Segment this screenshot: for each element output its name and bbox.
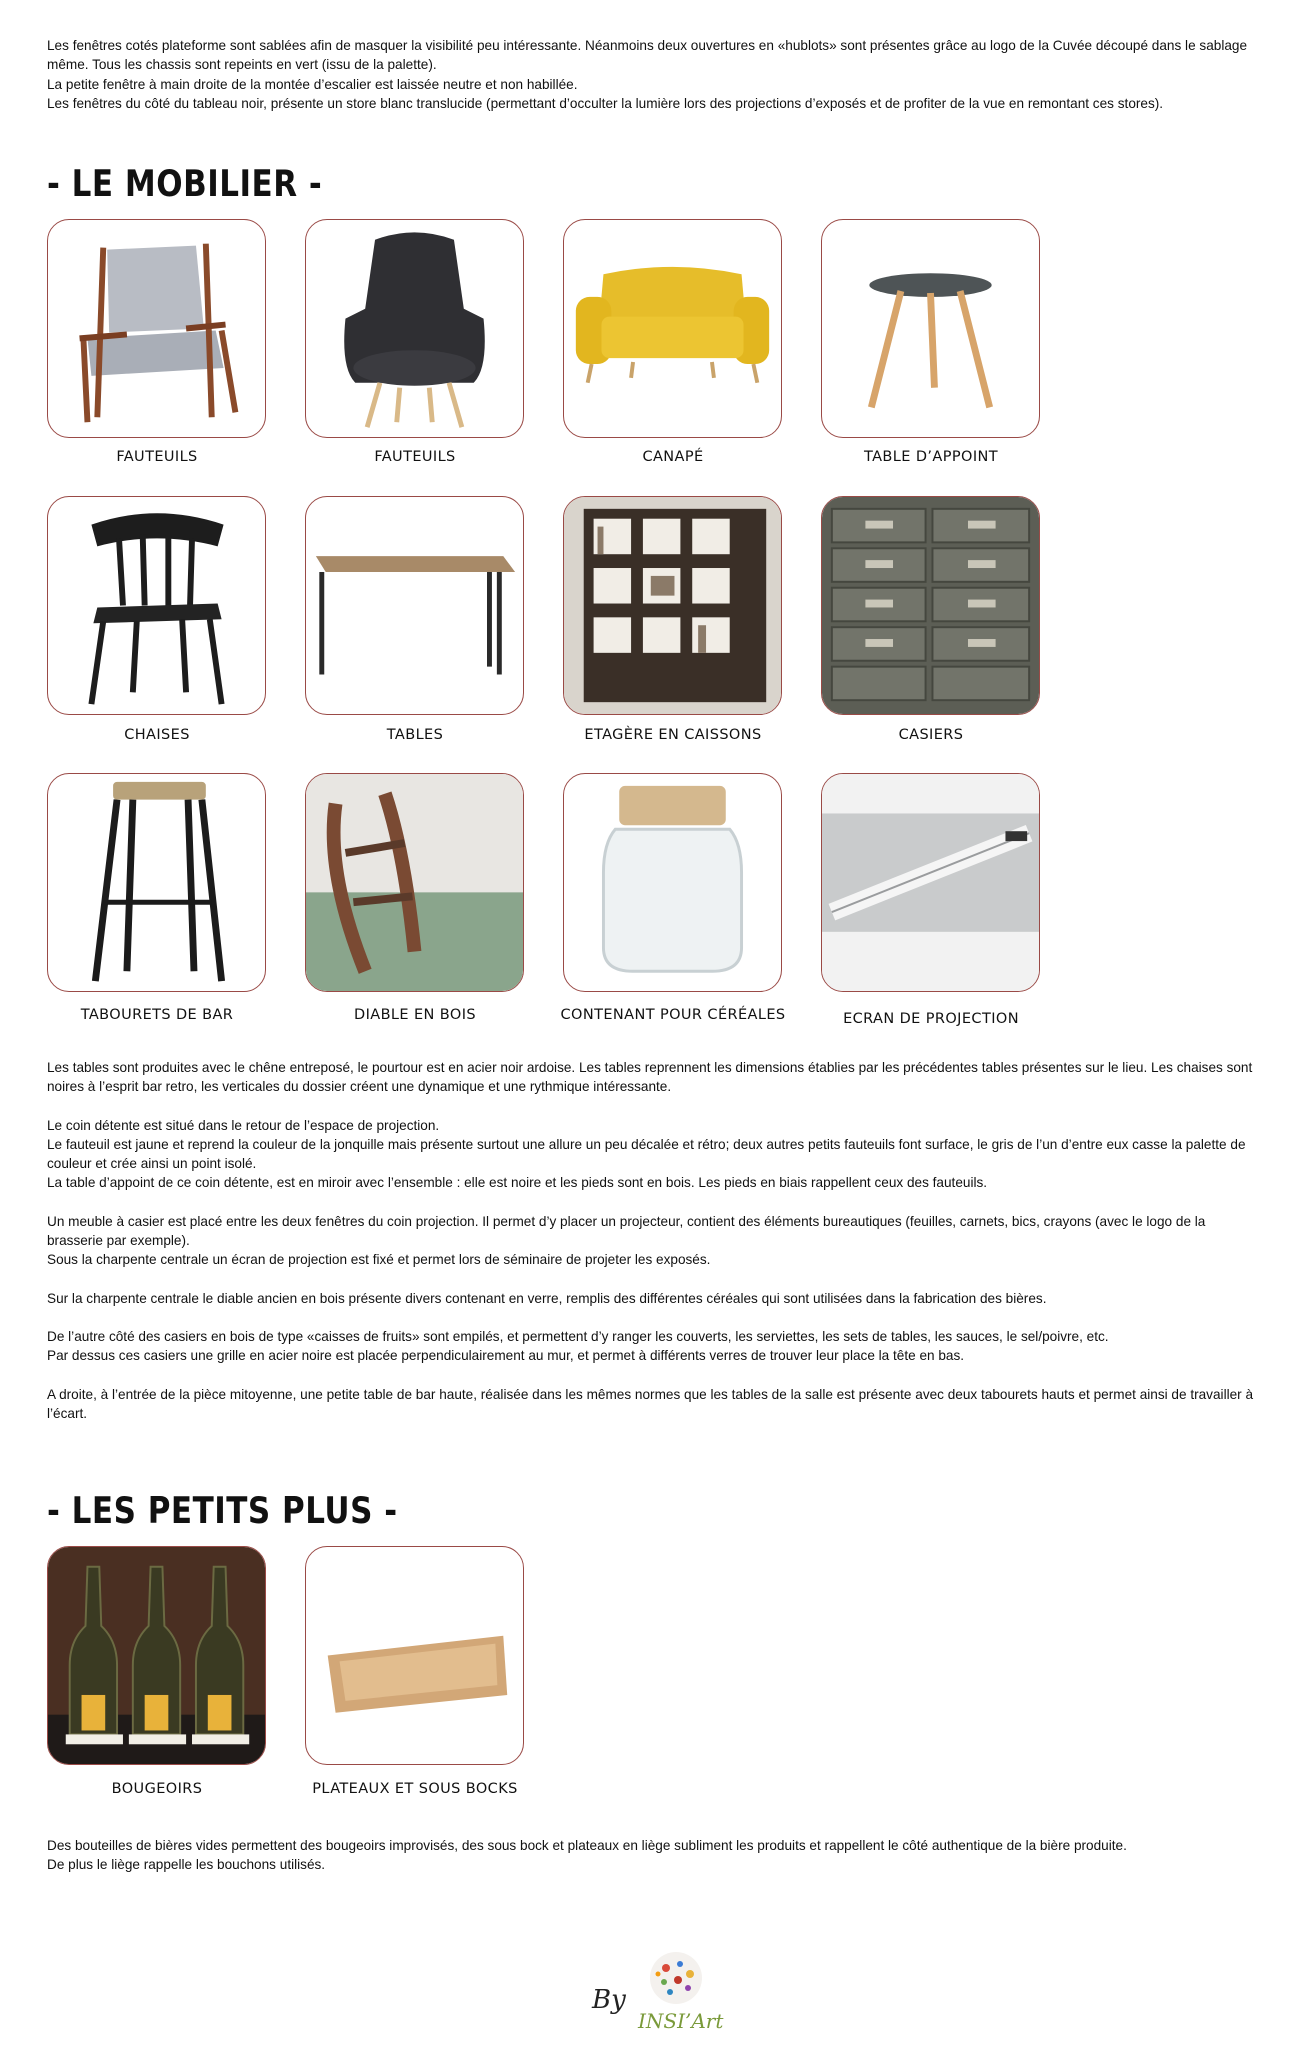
- footer-by: By: [592, 1985, 626, 2015]
- description-line: Par dessus ces casiers une grille en acier noire est placée perpendiculairement au mur, et permet à différents verres de trouver leur place la tête en bas.: [47, 1348, 965, 1364]
- caption-table-appoint: TABLE D’APPOINT: [863, 449, 999, 465]
- cork-tray-icon: [306, 1547, 523, 1764]
- side-table-icon: [822, 220, 1039, 437]
- description-line: Sous la charpente centrale un écran de projection est fixé et permet lors de séminaire de projeter les exposés.: [47, 1252, 711, 1268]
- armchair-grey-icon: [48, 220, 265, 437]
- description-line: Le coin détente est situé dans le retour de l’espace de projection.: [47, 1117, 440, 1133]
- description-line: Le fauteuil est jaune et reprend la couleur de la jonquille mais présente surtout une allure un peu décalée et rétro; deux autres petits fauteuils font surface, le gris de l’un d’entre eux casse la palette de couleur et crée ainsi un point isolé.: [47, 1136, 1246, 1172]
- card-cork-tray: [305, 1546, 524, 1765]
- description-line: A droite, à l’entrée de la pièce mitoyenne, une petite table de bar haute, réalisée dans les mêmes normes que les tables de la salle est présente avec deux tabourets hauts et permet ainsi de travailler à l’écart.: [47, 1386, 1254, 1421]
- description-line: La table d’appoint de ce coin détente, est en miroir avec l’ensemble : elle est noire et les pieds sont en bois. Les pieds en biais rappellent ceux des fauteuils.: [47, 1175, 988, 1191]
- description-text: [47, 1058, 1262, 1423]
- petits-plus-heading: - LES PETITS PLUS -: [47, 1490, 398, 1533]
- card-wingback-chair: [305, 219, 524, 438]
- caption-bougeoirs: BOUGEOIRS: [111, 1781, 203, 1797]
- intro-line: La petite fenêtre à main droite de la montée d’escalier est laissée neutre et non habillée.: [47, 76, 578, 92]
- card-black-chair: [47, 496, 266, 715]
- card-armchair-grey: [47, 219, 266, 438]
- card-locker-cabinet: [821, 496, 1040, 715]
- footer-logo-text: INSI’Art: [638, 2009, 724, 2033]
- card-crate-shelf: [563, 496, 782, 715]
- caption-tables: TABLES: [386, 727, 444, 743]
- mobilier-heading: - LE MOBILIER -: [47, 163, 323, 206]
- caption-fauteuils-2: FAUTEUILS: [374, 449, 456, 465]
- card-bottle-candle: [47, 1546, 266, 1765]
- caption-contenant: CONTENANT POUR CÉRÉALES: [560, 1007, 786, 1023]
- description-line: Sur la charpente centrale le diable ancien en bois présente divers contenant en verre, remplis des différentes céréales qui sont utilisées dans la fabrication des bières.: [47, 1290, 1047, 1306]
- card-hand-truck: [305, 773, 524, 992]
- caption-chaises: CHAISES: [124, 727, 190, 743]
- caption-ecran: ECRAN DE PROJECTION: [843, 1011, 1019, 1027]
- bar-stool-icon: [48, 774, 265, 991]
- caption-plateaux: PLATEAUX ET SOUS BOCKS: [312, 1781, 518, 1797]
- wingback-chair-icon: [306, 220, 523, 437]
- caption-diable: DIABLE EN BOIS: [354, 1007, 476, 1023]
- intro-line: Les fenêtres cotés plateforme sont sablées afin de masquer la visibilité peu intéressante. Néanmoins deux ouvertures en «hublots» sont présentes grâce au logo de la Cuvée découpé dans le sablage même. Tous les chassis sont repeints en vert (issu de la palette).: [47, 38, 1248, 73]
- yellow-sofa-icon: [564, 220, 781, 437]
- crate-shelf-icon: [564, 497, 781, 714]
- caption-fauteuils-1: FAUTEUILS: [116, 449, 198, 465]
- card-table: [305, 496, 524, 715]
- projection-screen-icon: [822, 774, 1039, 991]
- caption-canape: CANAPÉ: [642, 449, 704, 465]
- table-icon: [306, 497, 523, 714]
- bottle-candle-icon: [48, 1547, 265, 1764]
- card-bar-stool: [47, 773, 266, 992]
- black-chair-icon: [48, 497, 265, 714]
- description-line: Les tables sont produites avec le chêne entreposé, le pourtour est en acier noir ardoise. Les tables reprennent les dimensions établies par les précédentes tables présentes sur le lieu. Les chaises sont noires à l’esprit bar retro, les verticales du dossier créent une dynamique et une rythmique intéressante.: [47, 1060, 1253, 1095]
- outro-line: Des bouteilles de bières vides permettent des bougeoirs improvisés, des sous bock et plateaux en liège subliment les produits et rappellent le côté authentique de la bière produite.: [47, 1838, 1127, 1853]
- caption-etagere: ETAGÈRE EN CAISSONS: [584, 727, 762, 743]
- intro-line: Les fenêtres du côté du tableau noir, présente un store blanc translucide (permettant d’occulter la lumière lors des projections d’exposés et de profiter de la vue en remontant ces stores).: [47, 95, 1164, 111]
- hand-truck-icon: [306, 774, 523, 991]
- card-projection-screen: [821, 773, 1040, 992]
- card-yellow-sofa: [563, 219, 782, 438]
- outro-text: [47, 1836, 1262, 1875]
- card-side-table: [821, 219, 1040, 438]
- description-line: De l’autre côté des casiers en bois de type «caisses de fruits» sont empilés, et permettent d’y ranger les couverts, les serviettes, les sets de tables, les sauces, le sel/poivre, etc.: [47, 1328, 1109, 1344]
- outro-line: De plus le liège rappelle les bouchons utilisés.: [47, 1857, 326, 1873]
- locker-cabinet-icon: [822, 497, 1039, 714]
- caption-casiers: CASIERS: [898, 727, 964, 743]
- card-glass-jar: [563, 773, 782, 992]
- intro-text: [47, 36, 1262, 113]
- description-line: Un meuble à casier est placé entre les deux fenêtres du coin projection. Il permet d’y placer un projecteur, contient des éléments bureautiques (feuilles, carnets, bics, crayons (avec le logo de la brasserie par exemple).: [47, 1213, 1206, 1249]
- glass-jar-icon: [564, 774, 781, 991]
- caption-tabourets: TABOURETS DE BAR: [80, 1007, 234, 1023]
